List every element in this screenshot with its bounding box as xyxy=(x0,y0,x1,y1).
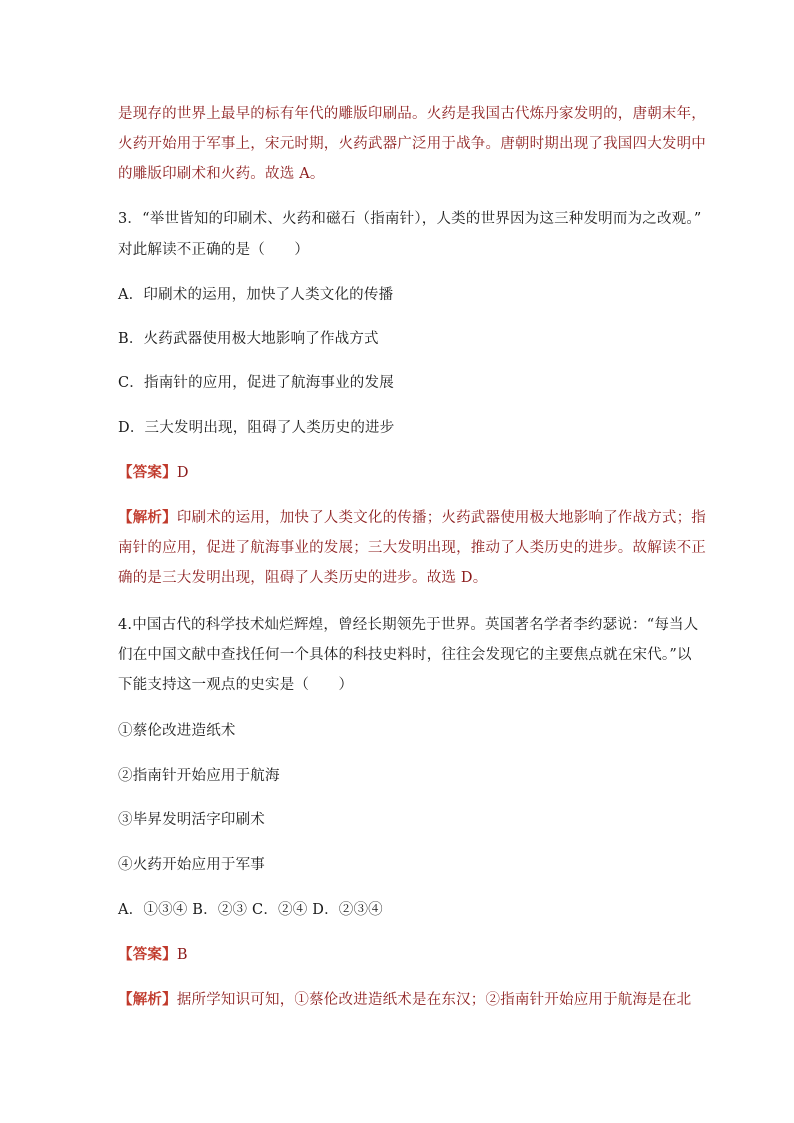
prev-explanation-line-2: 火药开始用于军事上，宋元时期，火药武器广泛用于战争。唐朝时期出现了我国四大发明中 xyxy=(118,136,706,152)
q4-item-3: ③毕昇发明活字印刷术 xyxy=(118,812,265,828)
q3-analysis-text-1: 印刷术的运用，加快了人类文化的传播；火药武器使用极大地影响了作战方式；指 xyxy=(176,510,707,526)
q3-analysis-line-3: 确的是三大发明出现，阻碍了人类历史的进步。故选 D。 xyxy=(118,570,488,586)
q3-answer-value: D xyxy=(176,465,189,481)
q3-stem-line-1: 3．“举世皆知的印刷术、火药和磁石（指南针），人类的世界因为这三种发明而为之改观。” xyxy=(118,211,702,227)
q3-option-c: C．指南针的应用，促进了航海事业的发展 xyxy=(118,375,394,391)
q4-item-1: ①蔡伦改进造纸术 xyxy=(118,723,236,739)
q4-options: A．①③④ B．②③ C．②④ D．②③④ xyxy=(118,902,383,918)
q3-analysis-tag: 【解析】 xyxy=(118,509,177,526)
q4-analysis-line-1 xyxy=(118,990,698,1010)
prev-explanation-line-3: 的雕版印刷术和火药。故选 A。 xyxy=(118,166,325,182)
q4-item-2: ②指南针开始应用于航海 xyxy=(118,768,280,784)
q4-stem-line-1: 4.中国古代的科学技术灿烂辉煌，曾经长期领先于世界。英国著名学者李约瑟说：“每当人 xyxy=(118,617,699,633)
q3-stem-line-2: 对此解读不正确的是（ ） xyxy=(118,242,310,258)
prev-explanation-line-1: 是现存的世界上最早的标有年代的雕版印刷品。火药是我国古代炼丹家发明的，唐朝末年， xyxy=(118,106,706,122)
q3-answer-tag: 【答案】 xyxy=(118,464,177,481)
q3-option-a: A．印刷术的运用，加快了人类文化的传播 xyxy=(118,287,394,303)
q3-analysis-line-2: 南针的应用，促进了航海事业的发展；三大发明出现，推动了人类历史的进步。故解读不正 xyxy=(118,540,706,556)
q4-analysis-text-1: 据所学知识可知，①蔡伦改进造纸术是在东汉；②指南针开始应用于航海是在北 xyxy=(176,992,692,1008)
q3-option-b: B．火药武器使用极大地影响了作战方式 xyxy=(118,331,379,347)
q3-analysis-line-1 xyxy=(118,508,707,528)
q4-stem-line-2: 们在中国文献中查找任何一个具体的科技史料时，往往会发现它的主要焦点就在宋代。”以 xyxy=(118,647,692,663)
q4-stem-line-3: 下能支持这一观点的史实是（ ） xyxy=(118,677,354,693)
q3-answer xyxy=(118,463,698,483)
q4-answer-tag: 【答案】 xyxy=(118,946,177,963)
q3-option-d: D．三大发明出现，阻碍了人类历史的进步 xyxy=(118,420,395,436)
q4-answer xyxy=(118,945,698,965)
q4-analysis-tag: 【解析】 xyxy=(118,991,177,1008)
q4-answer-value: B xyxy=(176,947,188,963)
q4-item-4: ④火药开始应用于军事 xyxy=(118,857,265,873)
